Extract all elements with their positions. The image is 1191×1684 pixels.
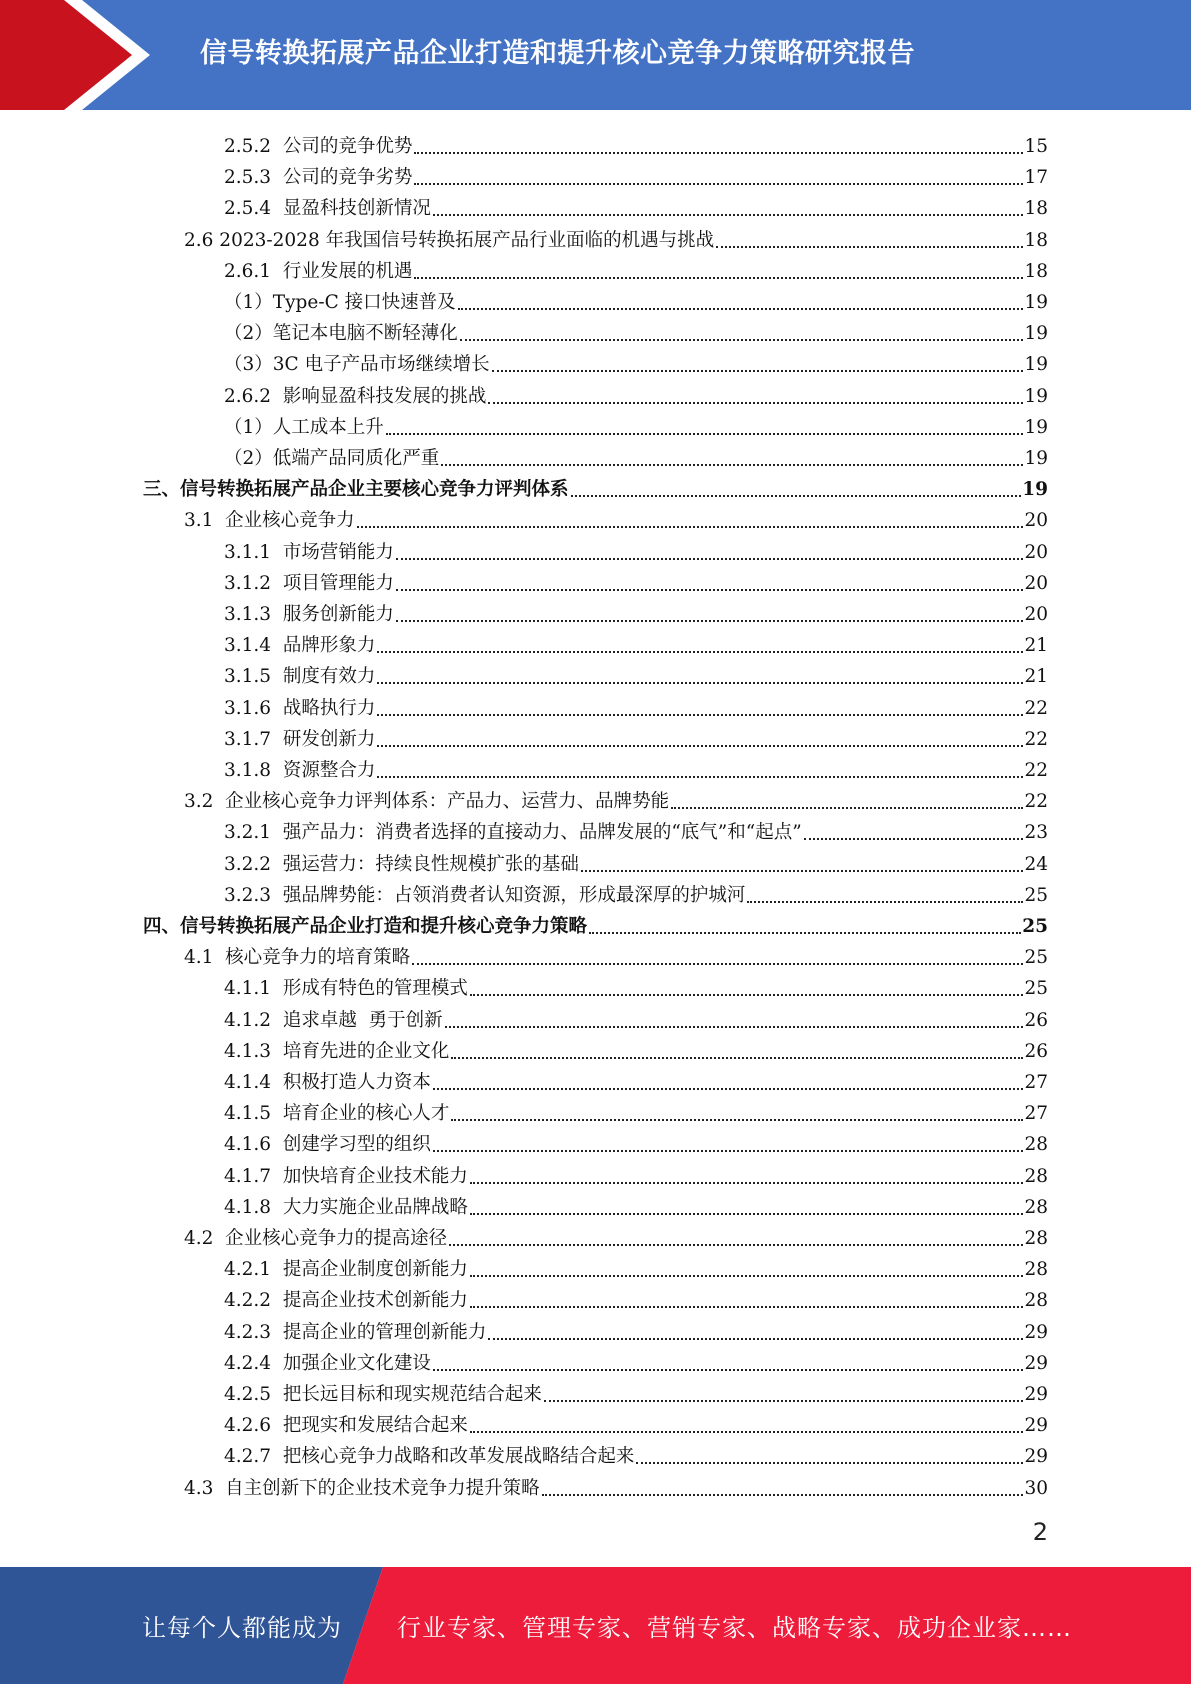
toc-entry-title: 4.1.6 创建学习型的组织 [224, 1134, 431, 1156]
toc-dot-leader [386, 433, 1024, 435]
footer-expert-list: 行业专家、管理专家、营销专家、战略专家、成功企业家…… [397, 1614, 1072, 1642]
toc-dot-leader [492, 370, 1024, 372]
toc-entry-page: 19 [1024, 385, 1048, 407]
toc-entry-page: 28 [1024, 1290, 1048, 1312]
toc-dot-leader [716, 246, 1023, 248]
toc-entry[interactable] [224, 1376, 1048, 1407]
toc-entry-title: 3.1 企业核心竞争力 [184, 510, 355, 532]
toc-entry-page: 19 [1022, 479, 1048, 501]
toc-entry-title: 4.1.7 加快培育企业技术能力 [224, 1165, 468, 1187]
toc-entry-page: 28 [1024, 1259, 1048, 1281]
toc-entry-title: 4.3 自主创新下的企业技术竞争力提升策略 [184, 1477, 540, 1499]
toc-entry-page: 19 [1024, 448, 1048, 469]
toc-entry-title: 2.6.2 影响显盈科技发展的挑战 [224, 385, 487, 407]
toc-dot-leader [470, 1431, 1024, 1433]
toc-entry-page: 20 [1024, 541, 1048, 563]
toc-entry-page: 25 [1024, 884, 1048, 906]
toc-entry-page: 19 [1024, 354, 1048, 376]
toc-entry-page: 29 [1024, 1446, 1048, 1468]
page-footer [0, 1567, 1191, 1684]
toc-dot-leader [433, 1150, 1024, 1152]
toc-entry-page: 19 [1024, 416, 1048, 438]
toc-dot-leader [470, 1306, 1024, 1308]
toc-entry[interactable] [224, 690, 1048, 721]
toc-entry-title: 三、信号转换拓展产品企业主要核心竞争力评判体系 [143, 479, 569, 501]
toc-dot-leader [412, 963, 1023, 965]
footer-slogan: 让每个人都能成为 [142, 1614, 342, 1642]
toc-dot-leader [488, 402, 1023, 404]
toc-entry[interactable] [224, 159, 1048, 190]
toc-entry-title: 3.1.3 服务创新能力 [224, 604, 394, 625]
toc-entry[interactable] [224, 1407, 1048, 1438]
toc-entry[interactable] [224, 721, 1048, 752]
toc-dot-leader [377, 682, 1023, 684]
toc-entry-page: 20 [1024, 604, 1048, 625]
toc-dot-leader [470, 994, 1024, 996]
toc-dot-leader [377, 776, 1023, 778]
toc-entry-page: 25 [1024, 947, 1048, 969]
toc-dot-leader [414, 277, 1023, 279]
toc-entry-title: 4.2.7 把核心竞争力战略和改革发展战略结合起来 [224, 1446, 635, 1468]
toc-entry-page: 15 [1024, 136, 1048, 157]
toc-entry[interactable] [224, 315, 1048, 346]
toc-entry-title: 4.1.2 追求卓越 勇于创新 [224, 1009, 443, 1031]
toc-entry-page: 23 [1024, 822, 1048, 844]
toc-entry[interactable] [184, 1220, 1048, 1251]
toc-dot-leader [636, 1462, 1023, 1464]
page-number: 2 [1032, 1518, 1048, 1546]
toc-entry-page: 27 [1024, 1072, 1048, 1093]
toc-entry[interactable] [224, 1282, 1048, 1313]
toc-entry-page: 18 [1024, 260, 1048, 282]
toc-entry-page: 20 [1024, 510, 1048, 532]
toc-entry-page: 26 [1024, 1040, 1048, 1062]
toc-entry[interactable] [143, 471, 1048, 502]
toc-dot-leader [396, 589, 1024, 591]
toc-entry-title: 4.1 核心竞争力的培育策略 [184, 947, 411, 969]
toc-entry-page: 22 [1024, 728, 1048, 750]
toc-entry[interactable] [224, 1314, 1048, 1345]
toc-entry[interactable] [224, 128, 1048, 159]
toc-dot-leader [445, 1026, 1024, 1028]
toc-entry[interactable] [184, 939, 1048, 970]
toc-entry[interactable] [184, 502, 1048, 533]
toc-entry[interactable] [224, 658, 1048, 689]
toc-entry-title: 2.5.3 公司的竞争劣势 [224, 167, 413, 189]
toc-dot-leader [451, 1057, 1023, 1059]
toc-entry-page: 18 [1024, 229, 1048, 251]
toc-dot-leader [414, 152, 1023, 154]
page-header [0, 0, 1191, 110]
toc-entry-page: 24 [1024, 853, 1048, 875]
toc-entry-title: 4.2.5 把长远目标和现实规范结合起来 [224, 1384, 542, 1405]
toc-entry-page: 28 [1024, 1165, 1048, 1187]
toc-entry-page: 22 [1024, 697, 1048, 719]
toc-dot-leader [377, 745, 1023, 747]
toc-dot-leader [396, 558, 1024, 560]
toc-entry[interactable] [224, 409, 1048, 440]
toc-entry[interactable] [224, 440, 1048, 471]
toc-entry[interactable] [224, 253, 1048, 284]
toc-dot-leader [377, 714, 1023, 716]
toc-dot-leader [433, 1369, 1024, 1371]
toc-entry[interactable] [224, 1251, 1048, 1282]
toc-entry-page: 29 [1024, 1321, 1048, 1343]
toc-entry[interactable] [224, 565, 1048, 596]
toc-entry[interactable] [224, 284, 1048, 315]
toc-entry-page: 29 [1024, 1415, 1048, 1437]
toc-entry-title: 2.5.2 公司的竞争优势 [224, 136, 413, 157]
toc-dot-leader [544, 1400, 1024, 1402]
toc-dot-leader [460, 339, 1024, 341]
toc-entry-title: 3.2.3 强品牌势能：占领消费者认知资源，形成最深厚的护城河 [224, 884, 746, 906]
toc-entry-title: 3.1.7 研发创新力 [224, 728, 376, 750]
toc-dot-leader [488, 1338, 1023, 1340]
toc-entry-title: 4.1.1 形成有特色的管理模式 [224, 978, 468, 1000]
toc-dot-leader [433, 1088, 1024, 1090]
toc-entry-page: 29 [1024, 1384, 1048, 1405]
toc-entry-title: 四、信号转换拓展产品企业打造和提升核心竞争力策略 [143, 916, 588, 937]
toc-dot-leader [470, 1275, 1024, 1277]
toc-entry-page: 18 [1024, 198, 1048, 220]
toc-entry[interactable] [184, 783, 1048, 814]
toc-entry-title: 4.2 企业核心竞争力的提高途径 [184, 1228, 448, 1249]
toc-entry-title: 4.2.6 把现实和发展结合起来 [224, 1415, 468, 1437]
toc-dot-leader [671, 807, 1023, 809]
toc-dot-leader [470, 1213, 1024, 1215]
toc-entry-page: 19 [1024, 292, 1048, 313]
toc-entry-title: 3.1.2 项目管理能力 [224, 572, 394, 594]
toc-entry-title: 3.2 企业核心竞争力评判体系：产品力、运营力、品牌势能 [184, 791, 670, 813]
toc-dot-leader [804, 838, 1024, 840]
toc-entry[interactable] [224, 1438, 1048, 1469]
toc-entry[interactable] [224, 752, 1048, 783]
toc-entry[interactable] [224, 970, 1048, 1001]
toc-entry-page: 28 [1024, 1134, 1048, 1156]
toc-entry-page: 21 [1024, 635, 1048, 657]
toc-entry-title: 4.2.3 提高企业的管理创新能力 [224, 1321, 487, 1343]
toc-entry[interactable] [224, 814, 1048, 845]
toc-entry[interactable] [224, 596, 1048, 627]
toc-entry-title: 3.2.1 强产品力：消费者选择的直接动力、品牌发展的“底气”和“起点” [224, 822, 802, 844]
toc-entry-title: 4.2.1 提高企业制度创新能力 [224, 1259, 468, 1281]
toc-dot-leader [441, 464, 1023, 466]
toc-entry[interactable] [224, 1033, 1048, 1064]
toc-entry[interactable] [224, 190, 1048, 221]
toc-entry-title: 3.1.8 资源整合力 [224, 760, 376, 781]
toc-entry-page: 22 [1024, 791, 1048, 813]
toc-entry-page: 30 [1024, 1477, 1048, 1499]
toc-entry[interactable] [224, 378, 1048, 409]
toc-dot-leader [542, 1494, 1024, 1496]
report-title: 信号转换拓展产品企业打造和提升核心竞争力策略研究报告 [200, 37, 915, 69]
toc-entry[interactable] [224, 1064, 1048, 1095]
toc-entry[interactable] [224, 877, 1048, 908]
toc-entry-title: 3.1.5 制度有效力 [224, 666, 376, 688]
toc-entry-page: 21 [1024, 666, 1048, 688]
toc-entry-title: 2.6.1 行业发展的机遇 [224, 260, 413, 282]
toc-entry[interactable] [224, 1345, 1048, 1376]
toc-dot-leader [470, 1182, 1024, 1184]
toc-entry-title: 4.2.4 加强企业文化建设 [224, 1352, 431, 1374]
toc-dot-leader [451, 1119, 1023, 1121]
toc-entry[interactable] [224, 1189, 1048, 1220]
toc-entry-page: 20 [1024, 572, 1048, 594]
toc-entry-page: 27 [1024, 1103, 1048, 1125]
toc-entry[interactable] [143, 908, 1048, 939]
toc-dot-leader [396, 620, 1024, 622]
toc-entry-page: 17 [1024, 167, 1048, 189]
toc-entry-title: 4.2.2 提高企业技术创新能力 [224, 1290, 468, 1312]
toc-entry-title: 2.5.4 显盈科技创新情况 [224, 198, 431, 220]
toc-entry[interactable] [224, 346, 1048, 377]
toc-entry[interactable] [224, 1158, 1048, 1189]
toc-dot-leader [571, 495, 1022, 497]
toc-entry-title: 4.1.8 大力实施企业品牌战略 [224, 1196, 468, 1218]
toc-entry-page: 25 [1022, 916, 1048, 937]
toc-entry-page: 28 [1024, 1228, 1048, 1249]
toc-entry[interactable] [184, 1470, 1048, 1501]
toc-dot-leader [433, 214, 1024, 216]
toc-entry-page: 25 [1024, 978, 1048, 1000]
toc-entry[interactable] [224, 534, 1048, 565]
toc-entry-title: （3）3C 电子产品市场继续增长 [224, 354, 490, 376]
toc-dot-leader [747, 901, 1023, 903]
toc-entry[interactable] [224, 1126, 1048, 1157]
toc-entry[interactable] [184, 222, 1048, 253]
toc-dot-leader [458, 308, 1024, 310]
toc-entry-title: （2）低端产品同质化严重 [224, 448, 440, 469]
toc-entry-title: （2）笔记本电脑不断轻薄化 [224, 323, 458, 345]
toc-entry[interactable] [224, 1002, 1048, 1033]
toc-entry[interactable] [224, 1095, 1048, 1126]
toc-entry-title: 3.2.2 强运营力：持续良性规模扩张的基础 [224, 853, 579, 875]
toc-entry-title: （1）人工成本上升 [224, 416, 384, 438]
toc-entry-title: 3.1.6 战略执行力 [224, 697, 376, 719]
toc-entry-page: 19 [1024, 323, 1048, 345]
toc-entry-title: 4.1.4 积极打造人力资本 [224, 1072, 431, 1093]
toc-entry-page: 29 [1024, 1352, 1048, 1374]
toc-entry-title: （1）Type-C 接口快速普及 [224, 292, 456, 313]
toc-dot-leader [377, 651, 1023, 653]
toc-dot-leader [449, 1244, 1023, 1246]
toc-entry-page: 28 [1024, 1196, 1048, 1218]
toc-entry[interactable] [224, 846, 1048, 877]
toc-dot-leader [414, 183, 1023, 185]
toc-entry-title: 3.1.1 市场营销能力 [224, 541, 394, 563]
toc-entry-page: 26 [1024, 1009, 1048, 1031]
toc-dot-leader [589, 932, 1021, 934]
toc-entry-title: 3.1.4 品牌形象力 [224, 635, 376, 657]
toc-dot-leader [581, 870, 1024, 872]
toc-dot-leader [357, 526, 1024, 528]
toc-entry[interactable] [224, 627, 1048, 658]
toc-entry-title: 2.6 2023-2028 年我国信号转换拓展产品行业面临的机遇与挑战 [184, 229, 715, 251]
toc-entry-page: 22 [1024, 760, 1048, 781]
toc-entry-title: 4.1.3 培育先进的企业文化 [224, 1040, 450, 1062]
toc-entry-title: 4.1.5 培育企业的核心人才 [224, 1103, 450, 1125]
